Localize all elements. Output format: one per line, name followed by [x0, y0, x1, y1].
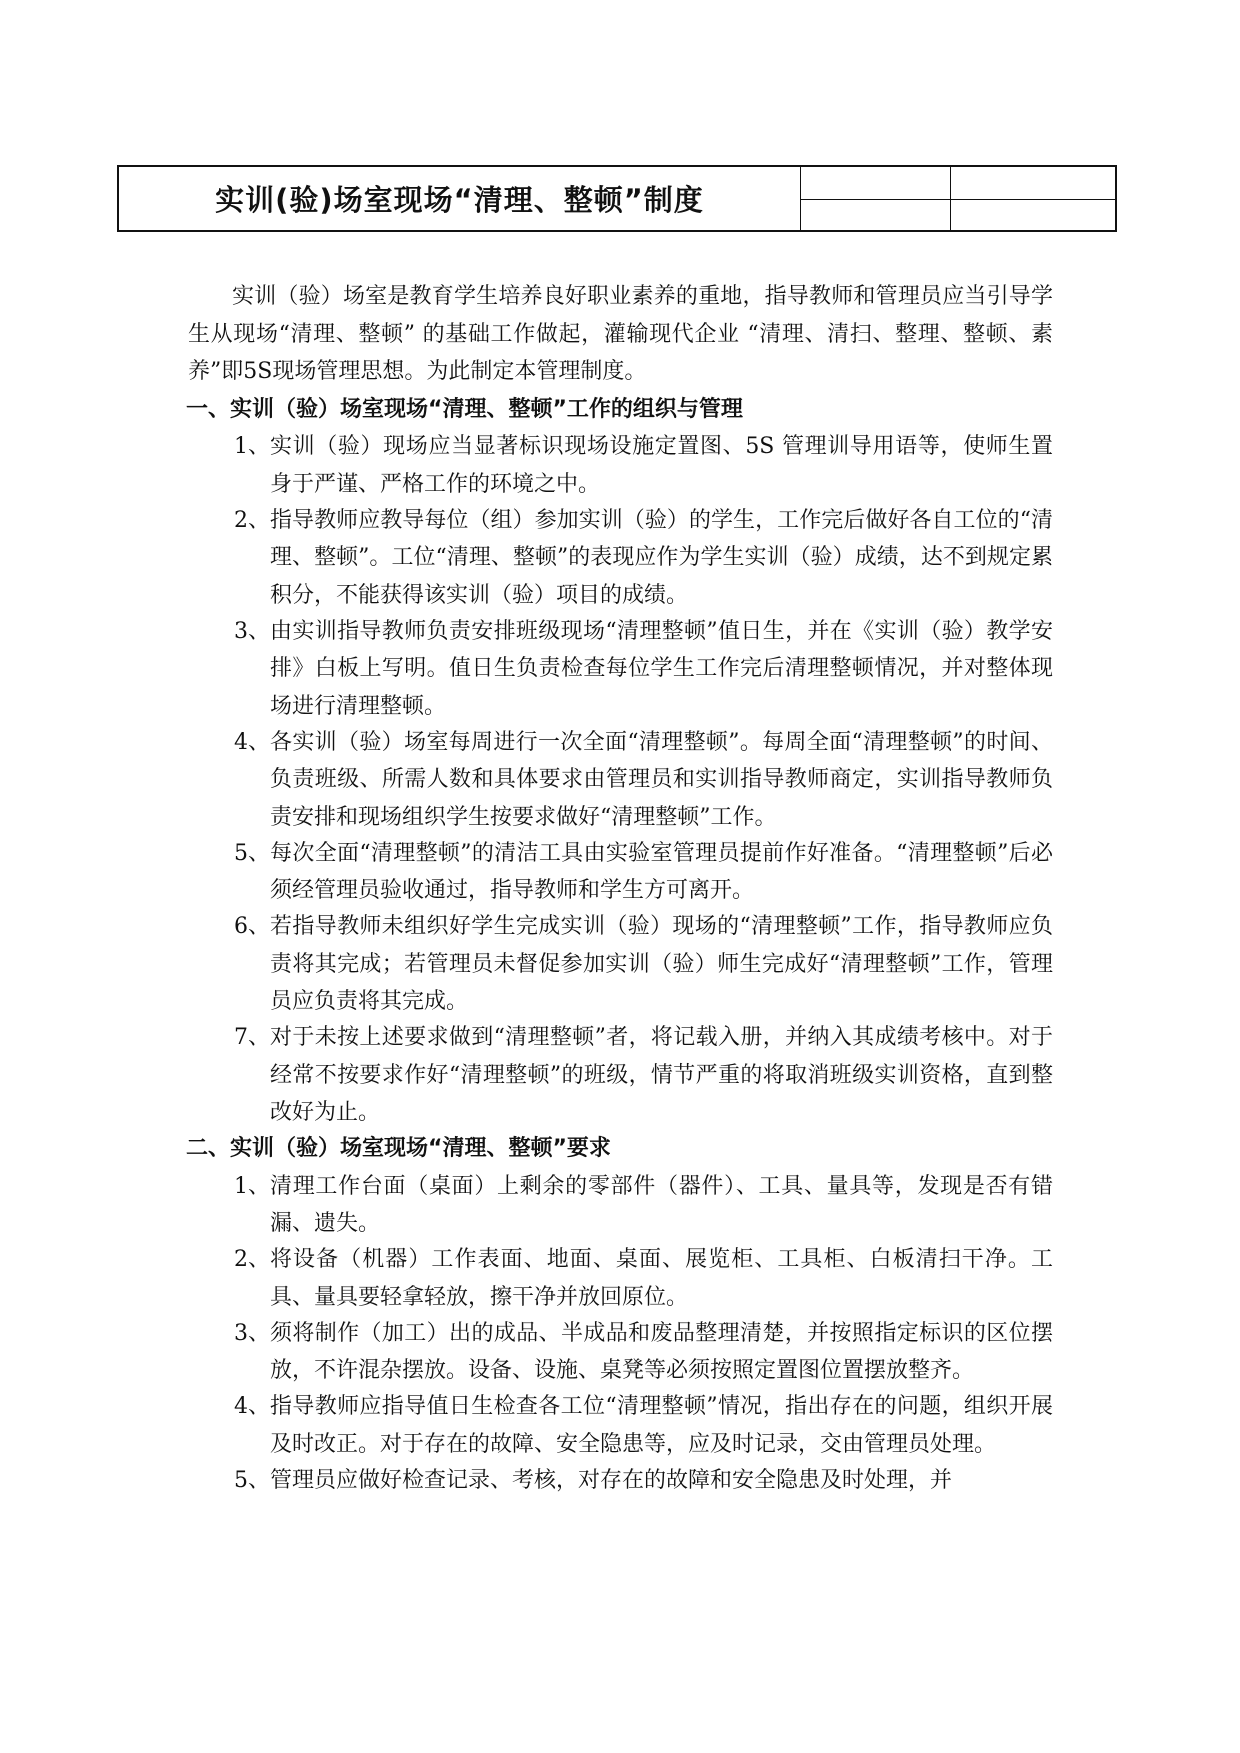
- item-number: 7、: [234, 1025, 270, 1050]
- item-text: 对于未按上述要求做到“清理整顿”者，将记载入册，并纳入其成绩考核中。对于经常不按要求作好“清理整顿”的班级，情节严重的将取消班级实训资格，直到整改好为止。: [270, 1025, 1053, 1125]
- section-item-list: [234, 1168, 1053, 1500]
- list-item: [234, 1315, 1053, 1390]
- list-item: [234, 613, 1053, 726]
- item-number: 1、: [234, 1173, 270, 1199]
- list-item: [234, 1241, 1053, 1316]
- item-number: 5、: [234, 1467, 270, 1493]
- section-heading: 一、实训（验）场室现场“清理、整顿”工作的组织与管理: [186, 396, 743, 422]
- item-number: 1、: [234, 434, 270, 459]
- item-number: 3、: [234, 1320, 270, 1346]
- list-item: [234, 908, 1053, 1021]
- list-item: [234, 1462, 1053, 1500]
- section-heading: 二、实训（验）场室现场“清理、整顿”要求: [186, 1136, 611, 1161]
- item-text: 实训（验）现场应当显著标识现场设施定置图、5S 管理训导用语等，使师生置身于严谨、严格工作的环境之中。: [270, 434, 1053, 497]
- item-number: 3、: [234, 618, 270, 644]
- list-item: [234, 502, 1053, 615]
- section-item-list: [234, 428, 1053, 1132]
- intro-paragraph: 实训（验）场室是教育学生培养良好职业素养的重地，指导教师和管理员应当引导学生从现场“清理、整顿” 的基础工作做起，灌输现代企业 “清理、清扫、整理、整顿、素养”即5S现场管理思想。为此制定本管理制度。: [188, 284, 1053, 384]
- item-text: 清理工作台面（桌面）上剩余的零部件（器件）、工具、量具等，发现是否有错漏、遗失。: [270, 1173, 1053, 1236]
- header-cell: [951, 200, 1115, 230]
- header-cell: [951, 167, 1115, 200]
- item-number: 2、: [234, 507, 270, 533]
- item-text: 将设备（机器）工作表面、地面、桌面、展览柜、工具柜、白板清扫干净。工具、量具要轻拿轻放，擦干净并放回原位。: [270, 1247, 1053, 1310]
- item-number: 5、: [234, 840, 270, 866]
- list-item: [234, 1019, 1053, 1132]
- header-table: [117, 165, 1117, 232]
- header-cell: [801, 167, 951, 200]
- list-item: [234, 724, 1053, 837]
- list-item: [234, 835, 1053, 910]
- item-text: 由实训指导教师负责安排班级现场“清理整顿”值日生，并在《实训（验）教学安排》白板上写明。值日生负责检查每位学生工作完后清理整顿情况，并对整体现场进行清理整顿。: [270, 618, 1053, 719]
- section-organization: [188, 391, 1053, 1132]
- document-body: [188, 278, 1053, 1498]
- item-text: 指导教师应指导值日生检查各工位“清理整顿”情况，指出存在的问题，组织开展及时改正。对于存在的故障、安全隐患等，应及时记录，交由管理员处理。: [270, 1394, 1053, 1457]
- item-text: 管理员应做好检查记录、考核，对存在的故障和安全隐患及时处理，并: [270, 1467, 953, 1493]
- list-item: [234, 428, 1053, 503]
- section-requirements: [188, 1130, 1053, 1499]
- list-item: [234, 1388, 1053, 1463]
- header-cell: [801, 200, 951, 230]
- item-text: 指导教师应教导每位（组）参加实训（验）的学生，工作完后做好各自工位的“清理、整顿”。工位“清理、整顿”的表现应作为学生实训（验）成绩，达不到规定累积分，不能获得该实训（验）项目的成绩。: [270, 507, 1053, 608]
- document-title: 实训(验)场室现场“清理、整顿”制度: [119, 167, 801, 230]
- item-number: 4、: [234, 1394, 270, 1419]
- item-text: 各实训（验）场室每周进行一次全面“清理整顿”。每周全面“清理整顿”的时间、负责班级、所需人数和具体要求由管理员和实训指导教师商定，实训指导教师负责安排和现场组织学生按要求做好“清理整顿”工作。: [270, 729, 1053, 830]
- item-text: 须将制作（加工）出的成品、半成品和废品整理清楚，并按照指定标识的区位摆放，不许混杂摆放。设备、设施、桌凳等必须按照定置图位置摆放整齐。: [270, 1320, 1053, 1383]
- item-number: 4、: [234, 729, 270, 755]
- item-text: 若指导教师未组织好学生完成实训（验）现场的“清理整顿”工作，指导教师应负责将其完成；若管理员未督促参加实训（验）师生完成好“清理整顿”工作，管理员应负责将其完成。: [270, 914, 1053, 1014]
- item-number: 2、: [234, 1247, 270, 1272]
- item-number: 6、: [234, 914, 270, 939]
- item-text: 每次全面“清理整顿”的清洁工具由实验室管理员提前作好准备。“清理整顿”后必须经管理员验收通过，指导教师和学生方可离开。: [270, 840, 1053, 903]
- list-item: [234, 1168, 1053, 1243]
